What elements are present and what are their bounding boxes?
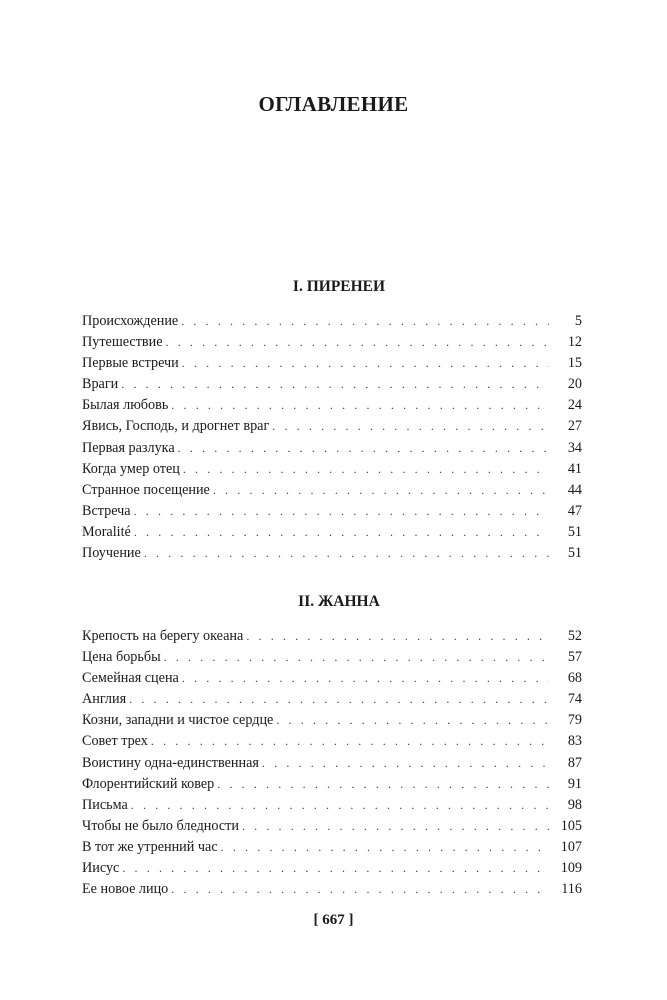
toc-entry-title: Цена борьбы [82,649,161,666]
toc-entry-page: 24 [567,397,582,414]
dot-leader [272,416,549,437]
toc-entry-title: Совет трех [82,733,148,750]
toc-entry-page: 79 [567,712,582,729]
toc-entry [82,332,582,353]
toc-entry [82,501,582,522]
toc-entry-title: Флорентийский ковер [82,775,215,792]
toc-entry-page: 116 [561,881,582,898]
toc-entry-page: 74 [567,691,582,708]
toc-entry-page: 107 [560,838,582,855]
dot-leader [217,774,549,795]
toc-entry-page: 15 [567,355,582,372]
toc-entry [82,311,582,332]
toc-entry-title: Явись, Господь, и дрогнет враг [82,418,270,435]
toc-entry [82,438,582,459]
toc-entry [82,395,582,416]
toc-entry [82,374,582,395]
dot-leader [144,543,549,564]
dot-leader [122,858,549,879]
toc-entry-title: Первая разлука [82,439,175,456]
toc-entry-title: Воистину одна-единственная [82,754,259,771]
toc-section-pyrenees [82,276,582,564]
dot-leader [134,501,549,522]
dot-leader [129,689,549,710]
dot-leader [183,459,549,480]
toc-entry [82,731,582,752]
toc-entry-page: 44 [567,481,582,498]
toc-entry-title: Происхождение [82,313,179,329]
dot-leader [151,731,549,752]
dot-leader [121,374,549,395]
dot-leader [171,395,549,416]
toc-entry-page: 5 [574,313,582,329]
toc-entry-title: Путешествие [82,334,163,351]
dot-leader [182,353,549,374]
toc-entry-title: Враги [82,376,119,393]
toc-entry [82,879,582,900]
toc-entry-title: Семейная сцена [82,670,179,687]
dot-leader [182,668,549,689]
toc-entry-title: Ее новое лицо [82,881,169,898]
toc-entry [82,353,582,374]
toc-section-jeanne [82,591,582,900]
toc-entry-title: Когда умер отец [82,460,180,477]
toc-entry-page: 34 [567,439,582,456]
toc-entry [82,689,582,710]
toc-list [82,626,582,900]
dot-leader [276,710,549,731]
toc-entry-title: Письма [82,796,128,813]
toc-entry-title: Moralité [82,523,131,540]
toc-entry-title: Чтобы не было бледности [82,817,239,834]
toc-entry [82,837,582,858]
page-number: [ 667 ] [313,912,354,928]
toc-entry [82,668,582,689]
toc-list [82,311,582,564]
section-heading: II. ЖАННА [298,593,380,610]
toc-entry-page: 12 [567,334,582,351]
dot-leader [242,816,549,837]
toc-entry-title: Поучение [82,545,141,562]
toc-entry [82,480,582,501]
dot-leader [181,311,549,332]
toc-entry-title: Встреча [82,502,131,519]
toc-entry-title: Странное посещение [82,481,210,498]
toc-entry-page: 20 [567,376,582,393]
section-heading: I. ПИРЕНЕИ [292,278,386,295]
toc-entry-page: 83 [567,733,582,750]
toc-entry [82,858,582,879]
page-title: ОГЛАВЛЕНИЕ [258,92,409,116]
toc-entry-title: В тот же утренний час [82,838,218,855]
dot-leader [213,480,549,501]
toc-entry-page: 91 [567,775,582,792]
toc-entry-title: Англия [82,691,127,708]
dot-leader [134,522,549,543]
toc-entry [82,416,582,437]
toc-entry [82,543,582,564]
dot-leader [221,837,549,858]
dot-leader [131,795,549,816]
dot-leader [246,626,549,647]
dot-leader [178,438,549,459]
toc-entry-page: 87 [567,754,582,771]
toc-entry-title: Козни, западни и чистое сердце [82,712,274,729]
toc-entry-page: 52 [567,628,582,644]
toc-entry [82,459,582,480]
toc-entry [82,795,582,816]
toc-entry-title: Первые встречи [82,355,179,372]
toc-entry-title: Иисус [82,860,120,877]
dot-leader [164,647,549,668]
toc-entry-page: 57 [567,649,582,666]
toc-entry-page: 68 [567,670,582,687]
toc-entry-title: Былая любовь [82,397,169,414]
toc-entry [82,522,582,543]
dot-leader [171,879,549,900]
toc-entry-title: Крепость на берегу океана [82,628,244,644]
toc-entry [82,626,582,647]
toc-entry-page: 51 [567,523,582,540]
toc-entry-page: 51 [567,545,582,562]
toc-entry-page: 47 [567,502,582,519]
toc-entry [82,710,582,731]
toc-entry [82,647,582,668]
toc-entry-page: 98 [567,796,582,813]
dot-leader [166,332,550,353]
toc-entry [82,816,582,837]
toc-entry [82,774,582,795]
toc-entry-page: 109 [560,860,582,877]
toc-entry-page: 27 [567,418,582,435]
toc-entry-page: 105 [560,817,582,834]
toc-entry-page: 41 [567,460,582,477]
toc-entry [82,753,582,774]
dot-leader [262,753,549,774]
